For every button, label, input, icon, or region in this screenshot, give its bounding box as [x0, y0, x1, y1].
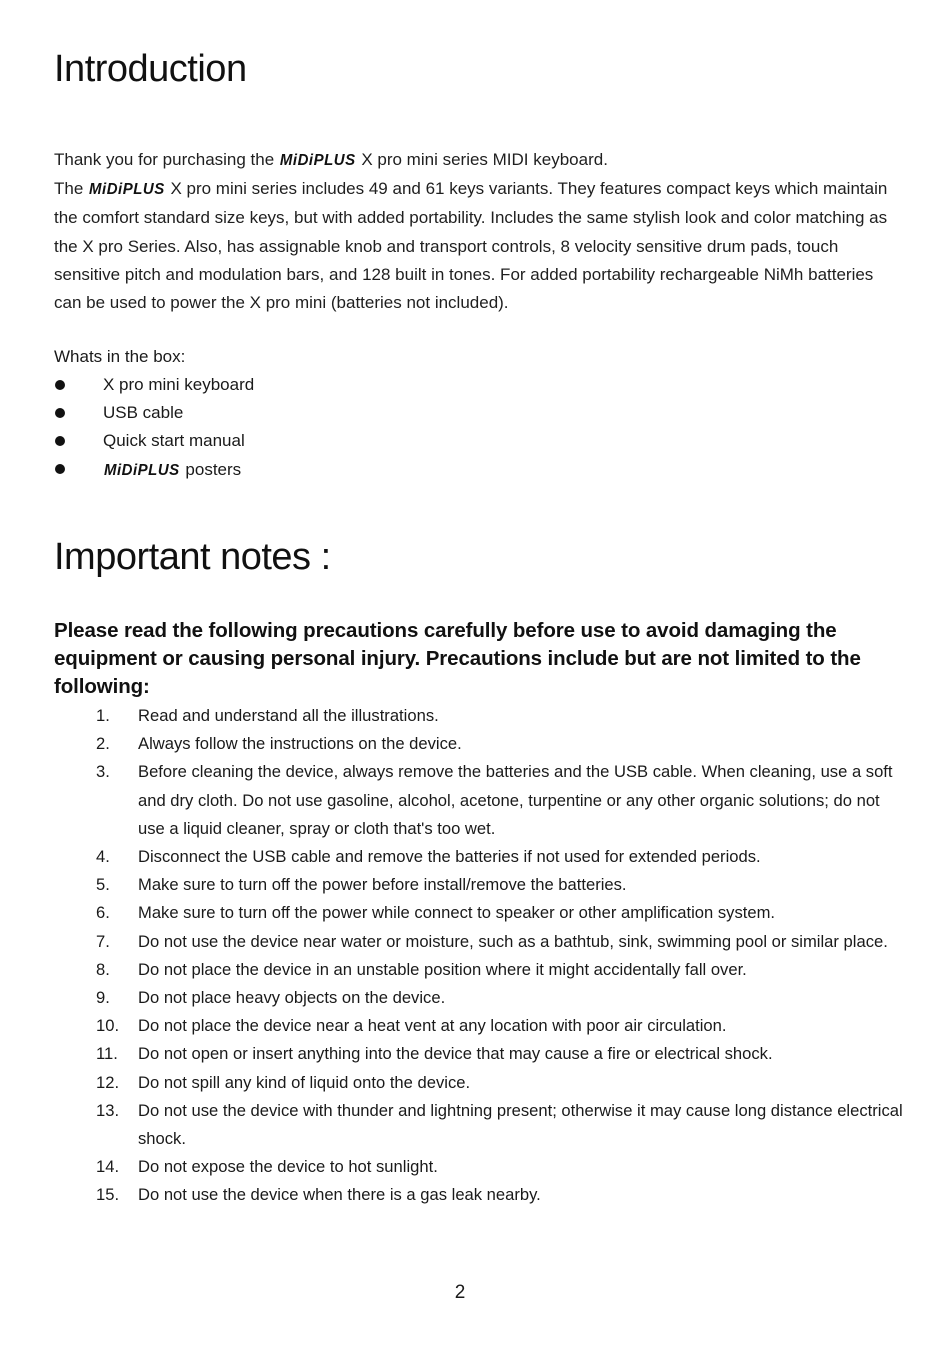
item-number: 8.	[96, 959, 110, 979]
precautions-warning: Please read the following precautions carefully before use to avoid damaging the equipment or causing personal injury. Precautions include but are not limited to the following:	[54, 619, 861, 699]
list-item	[54, 427, 245, 455]
intro-para-prefix: The	[54, 179, 84, 199]
list-item	[54, 1181, 904, 1209]
intro-line1-suffix: X pro mini series MIDI keyboard.	[361, 150, 608, 169]
bullet-icon	[55, 380, 65, 390]
list-item	[54, 371, 255, 399]
bullet-icon	[55, 408, 65, 418]
item-text: Do not place the device in an unstable position where it might accidentally fall over.	[138, 959, 747, 979]
list-item-text: X pro mini keyboard	[103, 375, 255, 394]
item-number: 11.	[96, 1044, 118, 1064]
intro-para-suffix: X pro mini series includes 49 and 61 keys variants. They features compact keys which maintain the comfort standard size keys, but with added portability. Includes the same stylish look and color matching as the X pro Series. Also, has assignable knob and transport controls, 8 velocity sensitive drum pads, touch sensitive pitch and modulation bars, and 128 built in tones. For added portability rechargeable NiMh batteries can be used to power the X pro mini (batteries not included).	[54, 179, 888, 313]
box-contents-label: Whats in the box:	[54, 347, 186, 366]
list-item	[54, 1153, 904, 1181]
item-number: 9.	[96, 988, 110, 1008]
item-text: Do not use the device near water or moisture, such as a bathtub, sink, swimming pool or similar place.	[138, 931, 888, 951]
item-text: Read and understand all the illustrations.	[138, 706, 439, 725]
list-item	[54, 843, 904, 871]
important-notes-heading: Important notes :	[54, 536, 331, 578]
item-text: Always follow the instructions on the device.	[138, 734, 462, 754]
box-contents-list	[54, 371, 255, 484]
item-text: Do not place the device near a heat vent at any location with poor air circulation.	[138, 1016, 727, 1036]
list-item-text-suffix: posters	[185, 459, 242, 479]
item-number: 2.	[96, 734, 110, 754]
intro-text	[54, 146, 904, 317]
list-item	[54, 899, 904, 927]
item-text: Make sure to turn off the power before install/remove the batteries.	[138, 875, 627, 895]
list-item	[54, 956, 904, 984]
intro-line1-prefix: Thank you for purchasing the	[54, 150, 275, 169]
list-item	[54, 871, 904, 899]
list-item	[54, 730, 904, 758]
brand-logo: MiDiPLUS	[89, 180, 165, 199]
item-number: 4.	[96, 847, 110, 867]
precautions-list	[54, 702, 904, 1210]
item-text: Do not open or insert anything into the device that may cause a fire or electrical shock.	[138, 1044, 773, 1064]
list-item	[54, 1040, 904, 1068]
item-number: 3.	[96, 762, 110, 782]
brand-logo: MiDiPLUS	[104, 461, 180, 479]
item-number: 6.	[96, 903, 110, 923]
list-item	[54, 399, 184, 427]
list-item	[54, 702, 904, 730]
list-item-text	[103, 456, 241, 485]
item-number: 13.	[96, 1100, 120, 1120]
list-item	[54, 1097, 904, 1153]
item-number: 1.	[96, 706, 110, 725]
list-item-text: USB cable	[103, 403, 184, 423]
page-number: 2	[454, 1282, 466, 1303]
item-number: 7.	[96, 931, 110, 951]
introduction-heading: Introduction	[54, 48, 247, 90]
list-item	[54, 456, 242, 484]
item-text: Do not use the device with thunder and lightning present; otherwise it may cause long distance electrical shock.	[138, 1100, 903, 1149]
bullet-icon	[55, 436, 65, 446]
item-text: Do not place heavy objects on the device.	[138, 988, 446, 1008]
item-text: Do not spill any kind of liquid onto the device.	[138, 1072, 471, 1092]
list-item-text: Quick start manual	[103, 431, 245, 451]
item-text: Make sure to turn off the power while connect to speaker or other amplification system.	[138, 903, 776, 923]
list-item	[54, 1069, 904, 1097]
item-number: 10.	[96, 1016, 120, 1036]
item-text: Before cleaning the device, always remove the batteries and the USB cable. When cleaning, use a soft and dry cloth. Do not use gasoline, alcohol, acetone, turpentine or any other organic solutions; do not use a liquid cleaner, spray or cloth that's too wet.	[138, 762, 893, 838]
item-text: Disconnect the USB cable and remove the batteries if not used for extended periods.	[138, 847, 761, 867]
list-item	[54, 928, 904, 956]
item-text: Do not use the device when there is a gas leak nearby.	[138, 1185, 541, 1205]
list-item	[54, 1012, 904, 1040]
item-number: 12.	[96, 1072, 120, 1092]
brand-logo: MiDiPLUS	[279, 151, 356, 170]
item-number: 14.	[96, 1157, 120, 1177]
item-text: Do not expose the device to hot sunlight.	[138, 1157, 438, 1177]
item-number: 15.	[96, 1185, 120, 1205]
item-number: 5.	[96, 875, 110, 895]
list-item	[54, 758, 904, 843]
list-item	[54, 984, 904, 1012]
bullet-icon	[55, 464, 65, 474]
